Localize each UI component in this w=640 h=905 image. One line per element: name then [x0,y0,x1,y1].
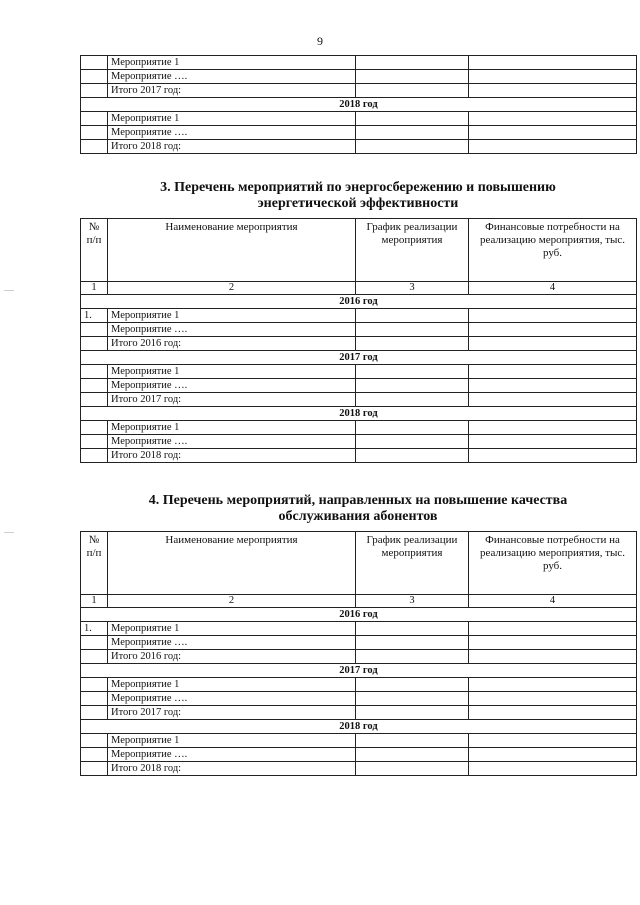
table-row [81,112,637,126]
schedule-cell [356,365,469,379]
year-row [81,98,637,112]
header-name: Наименование мероприятия [108,532,356,595]
schedule-cell [356,337,469,351]
row-number: 1. [81,309,108,323]
table-row [81,309,637,323]
finance-cell [469,84,637,98]
finance-cell [469,393,637,407]
activity-name: Мероприятие 1 [108,112,356,126]
table-row [81,692,637,706]
year-row [81,407,637,421]
table-row [81,379,637,393]
finance-cell [469,140,637,154]
scan-mark [4,290,14,291]
activity-name: Мероприятие …. [108,435,356,449]
schedule-cell [356,762,469,776]
schedule-cell [356,323,469,337]
year-row [81,608,637,622]
finance-cell [469,678,637,692]
row-number [81,678,108,692]
schedule-cell [356,435,469,449]
header-schedule: График реализации мероприятия [356,532,469,595]
section-3-table [80,218,637,463]
row-number [81,70,108,84]
year-row [81,720,637,734]
activity-name: Мероприятие …. [108,70,356,84]
row-number [81,692,108,706]
header-row [81,219,637,282]
schedule-cell [356,706,469,720]
page-number: 9 [317,34,323,48]
year-label: 2016 год [81,295,637,309]
finance-cell [469,309,637,323]
total-label: Итого 2018 год: [108,762,356,776]
finance-cell [469,449,637,463]
table-row [81,70,637,84]
finance-cell [469,112,637,126]
schedule-cell [356,678,469,692]
activity-name: Мероприятие 1 [108,622,356,636]
activity-name: Мероприятие …. [108,126,356,140]
col-number: 4 [469,282,637,295]
schedule-cell [356,393,469,407]
col-number: 3 [356,282,469,295]
activity-name: Мероприятие 1 [108,56,356,70]
row-number [81,435,108,449]
section-3-title [80,180,636,212]
column-numbers-row [81,282,637,295]
row-number [81,337,108,351]
finance-cell [469,706,637,720]
schedule-cell [356,309,469,323]
section-4-title-line2: обслуживания абонентов [278,509,438,524]
col-number: 4 [469,595,637,608]
total-label: Итого 2016 год: [108,337,356,351]
total-row [81,449,637,463]
total-label: Итого 2017 год: [108,84,356,98]
total-row [81,762,637,776]
table-row [81,734,637,748]
column-numbers-row [81,595,637,608]
finance-cell [469,650,637,664]
total-row [81,650,637,664]
finance-cell [469,70,637,84]
total-label: Итого 2017 год: [108,706,356,720]
row-number [81,379,108,393]
header-num: № п/п [81,219,108,282]
row-number [81,56,108,70]
top-table [80,55,637,154]
row-number [81,112,108,126]
year-label: 2018 год [81,720,637,734]
activity-name: Мероприятие 1 [108,365,356,379]
row-number [81,650,108,664]
row-number [81,762,108,776]
schedule-cell [356,126,469,140]
schedule-cell [356,650,469,664]
table-row [81,678,637,692]
finance-cell [469,762,637,776]
section-3-title-line2: энергетической эффективности [257,196,459,211]
finance-cell [469,126,637,140]
schedule-cell [356,449,469,463]
year-row [81,295,637,309]
row-number [81,365,108,379]
year-label: 2017 год [81,664,637,678]
schedule-cell [356,622,469,636]
schedule-cell [356,84,469,98]
schedule-cell [356,748,469,762]
section-4-table [80,531,637,776]
schedule-cell [356,140,469,154]
row-number [81,421,108,435]
year-label: 2018 год [81,98,637,112]
schedule-cell [356,636,469,650]
total-label: Итого 2016 год: [108,650,356,664]
header-schedule: График реализации мероприятия [356,219,469,282]
finance-cell [469,365,637,379]
row-number [81,449,108,463]
activity-name: Мероприятие …. [108,379,356,393]
table-row [81,365,637,379]
col-number: 1 [81,595,108,608]
row-number [81,323,108,337]
section-3-title-line1: 3. Перечень мероприятий по энергосбережению и повышению [160,180,556,195]
row-number [81,706,108,720]
finance-cell [469,421,637,435]
schedule-cell [356,692,469,706]
row-number [81,734,108,748]
activity-name: Мероприятие …. [108,636,356,650]
finance-cell [469,435,637,449]
schedule-cell [356,70,469,84]
col-number: 2 [108,595,356,608]
col-number: 2 [108,282,356,295]
year-label: 2018 год [81,407,637,421]
schedule-cell [356,734,469,748]
finance-cell [469,337,637,351]
activity-name: Мероприятие 1 [108,421,356,435]
finance-cell [469,748,637,762]
header-num: № п/п [81,532,108,595]
schedule-cell [356,56,469,70]
activity-name: Мероприятие …. [108,323,356,337]
col-number: 1 [81,282,108,295]
table-row [81,636,637,650]
finance-cell [469,56,637,70]
header-finance: Финансовые потребности на реализацию мероприятия, тыс. руб. [469,219,637,282]
total-row [81,706,637,720]
total-row [81,140,637,154]
schedule-cell [356,379,469,393]
section-4-title [80,493,636,525]
scan-mark [4,532,14,533]
total-label: Итого 2018 год: [108,449,356,463]
finance-cell [469,636,637,650]
finance-cell [469,379,637,393]
section-4-title-line1: 4. Перечень мероприятий, направленных на повышение качества [148,493,568,508]
table-row [81,622,637,636]
total-row [81,84,637,98]
year-label: 2016 год [81,608,637,622]
finance-cell [469,734,637,748]
row-number [81,636,108,650]
table-row [81,126,637,140]
total-label: Итого 2018 год: [108,140,356,154]
row-number [81,84,108,98]
year-row [81,351,637,365]
activity-name: Мероприятие 1 [108,734,356,748]
total-row [81,337,637,351]
table-row [81,421,637,435]
finance-cell [469,622,637,636]
row-number [81,140,108,154]
header-finance: Финансовые потребности на реализацию мероприятия, тыс. руб. [469,532,637,595]
row-number [81,748,108,762]
table-row [81,56,637,70]
year-label: 2017 год [81,351,637,365]
header-name: Наименование мероприятия [108,219,356,282]
activity-name: Мероприятие 1 [108,678,356,692]
row-number: 1. [81,622,108,636]
schedule-cell [356,112,469,126]
schedule-cell [356,421,469,435]
row-number [81,126,108,140]
total-row [81,393,637,407]
activity-name: Мероприятие …. [108,692,356,706]
activity-name: Мероприятие …. [108,748,356,762]
table-row [81,748,637,762]
col-number: 3 [356,595,469,608]
header-row [81,532,637,595]
finance-cell [469,692,637,706]
activity-name: Мероприятие 1 [108,309,356,323]
row-number [81,393,108,407]
total-label: Итого 2017 год: [108,393,356,407]
year-row [81,664,637,678]
table-row [81,323,637,337]
finance-cell [469,323,637,337]
table-row [81,435,637,449]
